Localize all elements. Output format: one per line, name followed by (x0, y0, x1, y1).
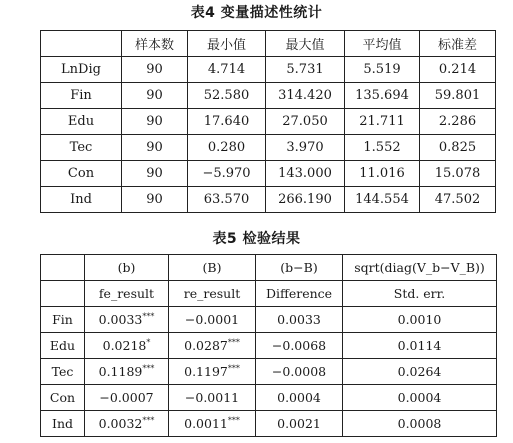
table-cell (85, 359, 169, 385)
cell-value: −0.0007 (99, 390, 154, 405)
row-label (41, 307, 85, 333)
table-header-row (41, 31, 496, 57)
significance-stars: *** (142, 312, 155, 321)
header-cell: (b) (85, 255, 169, 281)
cell-value: 0.0004 (397, 390, 442, 405)
table-cell: 143.000 (266, 161, 345, 187)
cell-value: −0.0001 (184, 312, 240, 327)
table-cell: 0.214 (420, 57, 496, 83)
table-cell (256, 333, 343, 359)
table-cell (169, 385, 256, 411)
cell-value: 0.1189 (98, 364, 143, 379)
table-row (41, 411, 497, 437)
cell-value: Tec (51, 364, 74, 379)
row-label: LnDig (41, 57, 122, 83)
table-cell: 15.078 (420, 161, 496, 187)
table-cell (256, 411, 343, 437)
table-cell: 90 (122, 187, 188, 213)
table-cell: 5.731 (266, 57, 345, 83)
header-cell (41, 281, 85, 307)
table-row (41, 83, 496, 109)
table-row (41, 187, 496, 213)
header-cell: fe_result (85, 281, 169, 307)
significance-stars: *** (227, 338, 240, 347)
header-cell: re_result (169, 281, 256, 307)
row-label: Fin (41, 83, 122, 109)
header-cell: sqrt(diag(V_b−V_B)) (343, 255, 497, 281)
table-cell: 4.714 (188, 57, 266, 83)
table-cell (169, 411, 256, 437)
header-cell: (B) (169, 255, 256, 281)
table-header-row (41, 281, 497, 307)
header-cell (41, 255, 85, 281)
header-cell (41, 31, 122, 57)
significance-stars: *** (227, 416, 240, 425)
table-row (41, 57, 496, 83)
cell-value: 0.0032 (98, 416, 143, 431)
table-cell: 135.694 (345, 83, 420, 109)
significance-stars: * (146, 338, 151, 347)
table-cell: 17.640 (188, 109, 266, 135)
table-cell (169, 333, 256, 359)
table-cell: 0.280 (188, 135, 266, 161)
row-label: Tec (41, 135, 122, 161)
table-cell: 21.711 (345, 109, 420, 135)
header-cell: 平均值 (345, 31, 420, 57)
cell-value: 0.0033 (277, 312, 321, 327)
table-cell: 52.580 (188, 83, 266, 109)
significance-stars: *** (142, 364, 155, 373)
row-label (41, 411, 85, 437)
table-cell: 5.519 (345, 57, 420, 83)
cell-value: 0.0011 (184, 416, 228, 431)
table-cell (343, 307, 497, 333)
table-cell (343, 411, 497, 437)
cell-value: 0.0287 (184, 338, 228, 353)
cell-value: Fin (52, 312, 73, 327)
header-cell: 标准差 (420, 31, 496, 57)
table-cell (256, 359, 343, 385)
cell-value: 0.0264 (397, 364, 442, 379)
descriptive-stats-table (40, 30, 496, 213)
header-cell: Difference (256, 281, 343, 307)
cell-value: 0.0114 (397, 338, 442, 353)
cell-value: −0.0011 (184, 390, 240, 405)
table-cell: 59.801 (420, 83, 496, 109)
test-results-table (40, 254, 497, 437)
table-cell: 90 (122, 83, 188, 109)
table-cell (256, 307, 343, 333)
table-cell: 90 (122, 161, 188, 187)
table-cell (256, 385, 343, 411)
table-row (41, 333, 497, 359)
significance-stars: *** (142, 416, 155, 425)
table-row (41, 385, 497, 411)
table-cell: 63.570 (188, 187, 266, 213)
table-row (41, 307, 497, 333)
table-cell (343, 333, 497, 359)
table-cell: 0.825 (420, 135, 496, 161)
table-cell (85, 333, 169, 359)
table-cell: −5.970 (188, 161, 266, 187)
row-label: Con (41, 161, 122, 187)
cell-value: 0.0021 (277, 416, 321, 431)
cell-value: 0.0004 (277, 390, 321, 405)
row-label: Ind (41, 187, 122, 213)
table-cell: 2.286 (420, 109, 496, 135)
table-cell (169, 307, 256, 333)
cell-value: Ind (52, 416, 73, 431)
table-cell (85, 411, 169, 437)
cell-value: −0.0008 (271, 364, 327, 379)
table-cell: 314.420 (266, 83, 345, 109)
cell-value: 0.0010 (397, 312, 442, 327)
table-cell: 11.016 (345, 161, 420, 187)
table-cell: 27.050 (266, 109, 345, 135)
table-cell: 3.970 (266, 135, 345, 161)
header-cell: 样本数 (122, 31, 188, 57)
header-cell: (b−B) (256, 255, 343, 281)
table-cell (85, 307, 169, 333)
header-cell: 最大值 (266, 31, 345, 57)
cell-value: 0.1197 (184, 364, 228, 379)
table-row (41, 109, 496, 135)
significance-stars: *** (227, 364, 240, 373)
cell-value: 0.0008 (397, 416, 442, 431)
table5-caption: 表5 检验结果 (212, 231, 301, 247)
table-cell: 90 (122, 57, 188, 83)
row-label (41, 333, 85, 359)
row-label (41, 385, 85, 411)
table-cell: 144.554 (345, 187, 420, 213)
table4-caption: 表4 变量描述性统计 (190, 5, 323, 21)
row-label (41, 359, 85, 385)
table-cell: 47.502 (420, 187, 496, 213)
table-cell (169, 359, 256, 385)
table-cell (343, 385, 497, 411)
table-cell (343, 359, 497, 385)
table-cell: 1.552 (345, 135, 420, 161)
cell-value: 0.0033 (98, 312, 143, 327)
cell-value: −0.0068 (271, 338, 327, 353)
table-cell (85, 385, 169, 411)
header-cell: Std. err. (343, 281, 497, 307)
cell-value: Con (49, 390, 76, 405)
table-cell: 90 (122, 135, 188, 161)
cell-value: 0.0218 (102, 338, 147, 353)
table-row (41, 359, 497, 385)
table-header-row (41, 255, 497, 281)
table-cell: 90 (122, 109, 188, 135)
table-row (41, 161, 496, 187)
row-label: Edu (41, 109, 122, 135)
header-cell: 最小值 (188, 31, 266, 57)
table-cell: 266.190 (266, 187, 345, 213)
table-row (41, 135, 496, 161)
cell-value: Edu (49, 338, 76, 353)
